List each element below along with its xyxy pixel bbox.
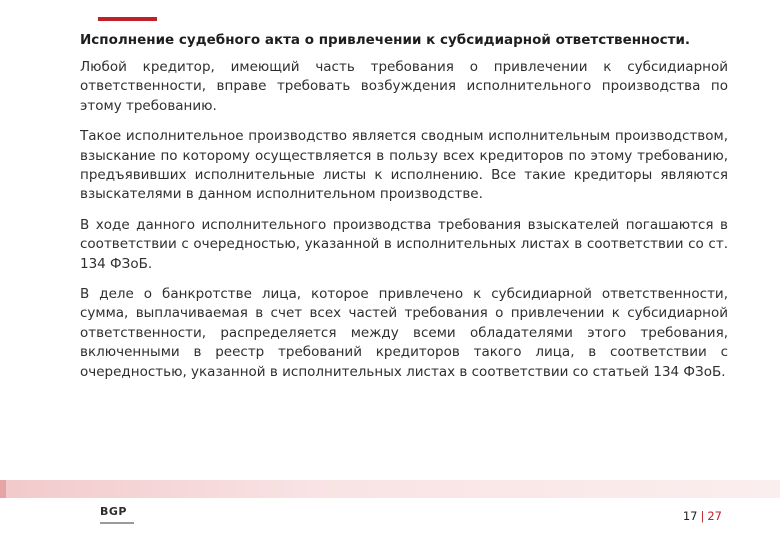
- company-logo: [100, 506, 140, 528]
- page-separator: |: [700, 509, 705, 523]
- slide-title: Исполнение судебного акта о привлечении к субсидиарной ответственности.: [80, 32, 691, 48]
- title-accent-bar: [98, 17, 157, 21]
- page-number: [683, 509, 722, 523]
- slide-content: [80, 30, 728, 393]
- paragraph-3: В ходе данного исполнительного производства требования взыскателей погашаются в соответствии с очередностью, указанной в исполнительных листах в соответствии со ст. 134 ФЗоБ.: [80, 216, 728, 272]
- footer-band: [0, 480, 780, 498]
- paragraph-4: В деле о банкротстве лица, которое привлечено к субсидиарной ответственности, сумма, выплачиваемая в счет всех частей требования о привлечении к субсидиарной ответственности, распределяется между всеми обладателями этого требования, включенными в реестр требований кредиторов такого лица, в соответствии с очередностью, указанной в исполнительных листах в соответствии со статьей 134 ФЗоБ.: [80, 286, 728, 380]
- page-current: 17: [682, 509, 698, 523]
- page-total: 27: [707, 509, 722, 523]
- logo-subline: [100, 522, 134, 524]
- paragraph-2: Такое исполнительное производство является сводным исполнительным производством, взыскание по которому осуществляется в пользу всех кредиторов по этому требованию, предъявивших исполнительные листы к исполнению. Все такие кредиторы являются взыскателями в данном исполнительном производстве.: [80, 128, 728, 203]
- logo-text: BGP: [100, 505, 127, 518]
- paragraph-1: Любой кредитор, имеющий часть требования о привлечении к субсидиарной ответственности, вправе требовать возбуждения исполнительного производства по этому требованию.: [80, 59, 728, 114]
